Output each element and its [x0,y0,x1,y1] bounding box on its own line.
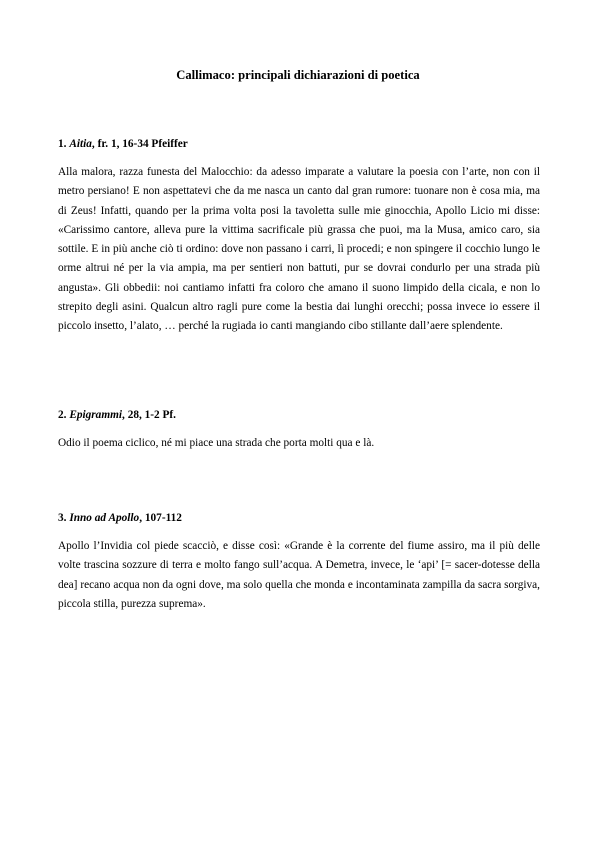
section-number: 3. [58,512,67,524]
section-aitia [58,137,540,337]
section-text: Odio il poema ciclico, né mi piace una strada che porta molti qua e là. [58,437,375,449]
section-text: Apollo l’Invidia col piede scacciò, e disse così: «Grande è la corrente del fiume assiro, ma il più delle volte trascina sozzure di terra e molto fango sull’acqua. A Demetra, invece, le ‘api’ [= sacer-dotesse della dea] recano acqua non da ogni dove, ma solo quella che monda e incontaminata zampilla da sacra sorgiva, piccola stilla, purezza suprema». [58,540,540,610]
section-heading [58,511,540,525]
work-title: Epigrammi [69,409,123,421]
section-heading [58,137,540,151]
section-text: Alla malora, razza funesta del Malocchio: da adesso imparate a valutare la poesia con l’arte, non con il metro persiano! E non aspettatevi che da me nasca un canto dal gran rumore: tuonare non è cosa mia, ma di Zeus! Infatti, quando per la prima volta posi la tavoletta sulle mie ginocchia, Apollo Licio mi disse: «Carissimo cantore, alleva pure la vittima sacrificale più grassa che puoi, ma la Musa, amico caro, sia sottile. E in più anche ciò ti ordino: dove non passano i carri, lì procedi; e non spingere il cocchio lungo le orme altrui né per la via ampia, ma per sentieri non battuti, pur se dovrai condurlo per una strada più angusta». Gli obbedii: noi cantiamo infatti fra coloro che amano il suono limpido della cicala, e non lo strepito degli asini. Qualcun altro ragli pure come la bestia dai lunghi orecchi; possa invece io essere il piccolo insetto, l’alato, … perché la rugiada io canti mangiando cibo stillante dall’aere splendente. [58,166,540,333]
section-number: 2. [58,409,67,421]
work-title: Aitia [69,138,92,150]
section-heading [58,408,540,422]
work-title: Inno ad Apollo [69,512,140,524]
section-number: 1. [58,138,67,150]
page-title: Callimaco: principali dichiarazioni di poetica [176,68,420,82]
section-inno-ad-apollo [58,511,540,614]
work-reference: , 107-112 [139,512,182,524]
section-epigrammi [58,408,540,453]
work-reference: , 28, 1-2 Pf. [122,409,177,421]
work-reference: , fr. 1, 16-34 Pfeiffer [91,138,188,150]
